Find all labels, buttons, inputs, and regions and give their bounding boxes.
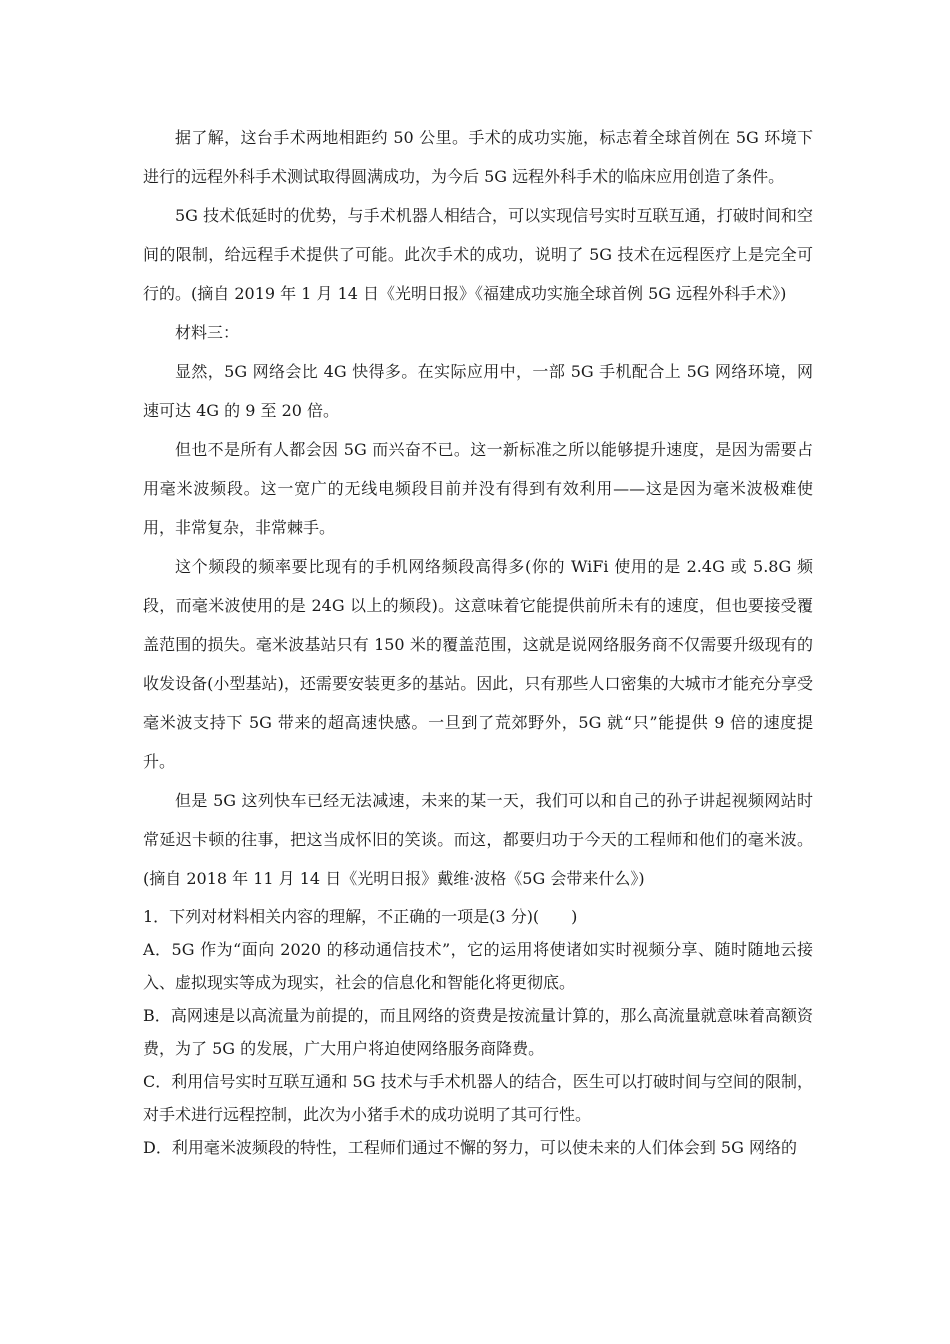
paragraph-5g-low-latency: 5G 技术低延时的优势，与手术机器人相结合，可以实现信号实时互联互通，打破时间和空间的限制，给远程手术提供了可能。此次手术的成功，说明了 5G 技术在远程医疗上是完全可行的。(摘自 2019 年 1 月 14 日《光明日报》《福建成功实施全球首例 5G 远程外科手术》) xyxy=(143,206,813,303)
paragraph-frequency-band: 这个频段的频率要比现有的手机网络频段高得多(你的 WiFi 使用的是 2.4G 或 5.8G 频段，而毫米波使用的是 24G 以上的频段)。这意味着它能提供前所未有的速度，但也要接受覆盖范围的损失。毫米波基站只有 150 米的覆盖范围，这就是说网络服务商不仅需要升级现有的收发设备(小型基站)，还需要安装更多的基站。因此，只有那些人口密集的大城市才能充分享受毫米波支持下 5G 带来的超高速快感。一旦到了荒郊野外，5G 就“只”能提供 9 倍的速度提升。 xyxy=(143,557,813,771)
paragraph-5g-speed: 显然，5G 网络会比 4G 快得多。在实际应用中，一部 5G 手机配合上 5G 网络环境，网速可达 4G 的 9 至 20 倍。 xyxy=(143,362,813,420)
document-page xyxy=(143,118,813,1164)
option-d: D．利用毫米波频段的特性，工程师们通过不懈的努力，可以使未来的人们体会到 5G 网络的 xyxy=(143,1138,797,1157)
option-a: A．5G 作为“面向 2020 的移动通信技术”，它的运用将使诸如实时视频分享、随时随地云接入、虚拟现实等成为现实，社会的信息化和智能化将更彻底。 xyxy=(143,940,813,992)
material3-label: 材料三： xyxy=(175,323,240,342)
paragraph-millimeter-wave: 但也不是所有人都会因 5G 而兴奋不已。这一新标准之所以能够提升速度，是因为需要占用毫米波频段。这一宽广的无线电频段目前并没有得到有效利用——这是因为毫米波极难使用，非常复杂，非常棘手。 xyxy=(143,440,813,537)
option-c: C．利用信号实时互联互通和 5G 技术与手术机器人的结合，医生可以打破时间与空间的限制，对手术进行远程控制，此次为小猪手术的成功说明了其可行性。 xyxy=(143,1072,813,1124)
question-block xyxy=(143,900,813,1164)
question-stem: 1．下列对材料相关内容的理解，不正确的一项是(3 分)( ) xyxy=(143,907,578,926)
paragraph-future: 但是 5G 这列快车已经无法减速，未来的某一天，我们可以和自己的孙子讲起视频网站时常延迟卡顿的往事，把这当成怀旧的笑谈。而这，都要归功于今天的工程师和他们的毫米波。(摘自 2018 年 11 月 14 日《光明日报》戴维·波格《5G 会带来什么》) xyxy=(143,791,813,888)
paragraph-surgery-distance: 据了解，这台手术两地相距约 50 公里。手术的成功实施，标志着全球首例在 5G 环境下进行的远程外科手术测试取得圆满成功，为今后 5G 远程外科手术的临床应用创造了条件。 xyxy=(143,128,813,186)
option-b: B．高网速是以高流量为前提的，而且网络的资费是按流量计算的，那么高流量就意味着高额资费，为了 5G 的发展，广大用户将迫使网络服务商降费。 xyxy=(143,1006,813,1058)
